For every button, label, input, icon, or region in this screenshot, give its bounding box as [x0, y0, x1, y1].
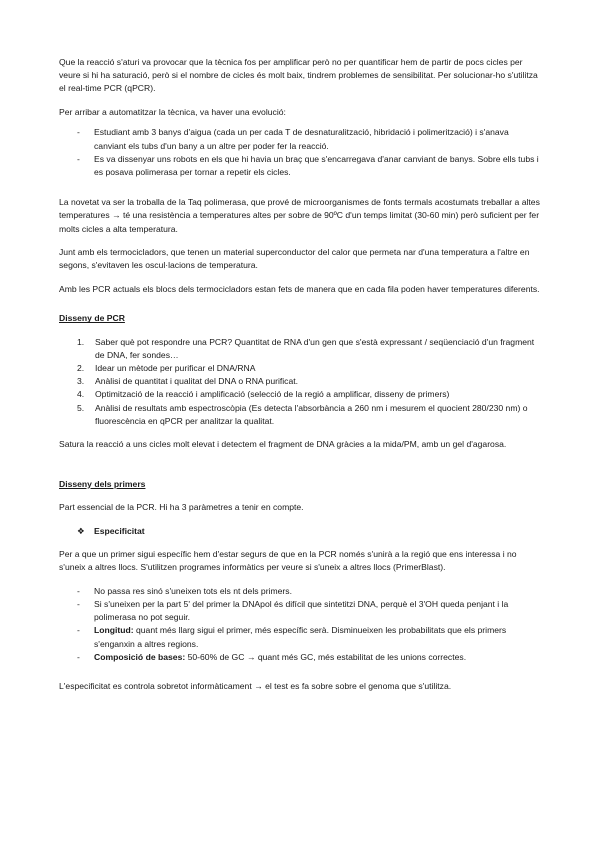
list-item: 3. Anàlisi de quantitat i qualitat del DNA o RNA purificat. [77, 376, 299, 387]
list-item: - No passa res sinó s'uneixen tots els nt dels primers. [59, 585, 541, 598]
dash-bullet: - [77, 651, 80, 662]
list-item: - Composició de bases: 50-60% de GC → quant més GC, més estabilitat de les unions correctes. [59, 651, 541, 664]
dash-bullet: - [77, 598, 80, 609]
paragraph-evolution-intro: Per arribar a automatitzar la tècnica, va haver una evolució: [59, 107, 286, 118]
dash-bullet: - [77, 585, 80, 596]
list-item: 4. Optimització de la reacció i amplificació (selecció de la regió a amplificar, disseny de primers) [77, 389, 450, 400]
diamond-bullet-icon: ❖ [77, 525, 85, 536]
paragraph-control-informatic: L'especificitat es controla sobretot informàticament → el test es fa sobre sobre el genoma que s'utilitza. [59, 680, 452, 691]
list-item: - Si s'uneixen per la part 5' del primer la DNApol és difícil que sintetitzi DNA, perquè el 3'OH queda penjant i la polimerasa no pot seguir. [77, 598, 509, 623]
dash-bullet: - [77, 127, 80, 138]
paragraph-taq-polimerasa: La novetat va ser la troballa de la Taq polimerasa, que prové de microorganismes de fonts termals acostumats treballar a altes temperatures → té una resistència a temperatures altes per sobre de 90ºC d'un temps limitat (30-60 min) però suficient per fer molts cicles a alta temperatura. [59, 197, 540, 234]
paragraph-parametres: Part essencial de la PCR. Hi ha 3 paràmetres a tenir en compte. [59, 501, 304, 512]
paragraph-termocicladors: Junt amb els termocicladors, que tenen un material superconductor del calor que permeta nar d'una temperatura a l'altre en segons, s'evitaven les oscul·lacions de temperatura. [59, 247, 530, 271]
paragraph-especificitat: Per a que un primer sigui específic hem d'estar segurs de que en la PCR només s'unirà a la regió que ens interessa i no s'uneix a altres llocs. S'utilitzen programes informàtics per veure si s'uneix a altres llocs (PrimerBlast). [59, 548, 517, 572]
evolution-list [59, 126, 541, 179]
list-item: - Es va dissenyar uns robots en els que hi havia un braç que s'encarregava d'anar canviant de banys. Sobre ells tubs i es posava polimerasa per tornar a repetir els cicles. [77, 153, 539, 177]
paragraph-pcr-actuals: Amb les PCR actuals els blocs dels termocicladors estan fets de manera que en cada fila poden haver temperatures diferents. [59, 284, 540, 295]
pcr-steps-list [59, 336, 541, 428]
dash-bullet: - [77, 153, 80, 164]
longitud-label: Longitud: [94, 625, 134, 636]
heading-disseny-primers: Disseny dels primers [59, 478, 146, 489]
specificity-list [59, 585, 541, 664]
list-item: 5. Anàlisi de resultats amb espectroscòpia (Es detecta l'absorbància a 260 nm i mesurem el quocient 280/230 nm) o fluorescència en qPCR per analitzar la qualitat. [77, 402, 528, 426]
paragraph-gel-agarosa: Satura la reacció a uns cicles molt elevat i detectem el fragment de DNA gràcies a la mida/PM, amb un gel d'agarosa. [59, 439, 507, 450]
dash-bullet: - [77, 625, 80, 636]
list-item: - Estudiant amb 3 banys d'aigua (cada un per cada T de desnaturalització, hibridació i polimerització) i s'anava canviant els tubs d'un bany a un altre per poder fer la reacció. [77, 127, 509, 151]
list-item: 2. Idear un mètode per purificar el DNA/RNA [77, 362, 256, 373]
heading-disseny-pcr: Disseny de PCR [59, 313, 125, 324]
list-item: - Longitud: quant més llarg sigui el primer, més específic serà. Disminueixen les probabilitats que els primers s'enganxin a altres regions. [77, 625, 507, 649]
composicio-label: Composició de bases: [94, 651, 186, 662]
subheading-especificitat: ❖ Especificitat [59, 525, 541, 538]
document-page [59, 56, 541, 704]
list-item: 1. Saber què pot respondre una PCR? Quantitat de RNA d'un gen que s'està expressant / seqüenciació d'un fragment de DNA, fer sondes… [77, 336, 535, 360]
paragraph-qpcr-intro: Que la reacció s'aturi va provocar que la tècnica fos per amplificar però no per quantificar hem de partir de pocs cicles per veure si hi ha saturació, però si el nombre de cicles és molt baix, tindrem problemes de sensibilitat. Per solucionar-ho s'utilitza el real-time PCR (qPCR). [59, 57, 538, 94]
